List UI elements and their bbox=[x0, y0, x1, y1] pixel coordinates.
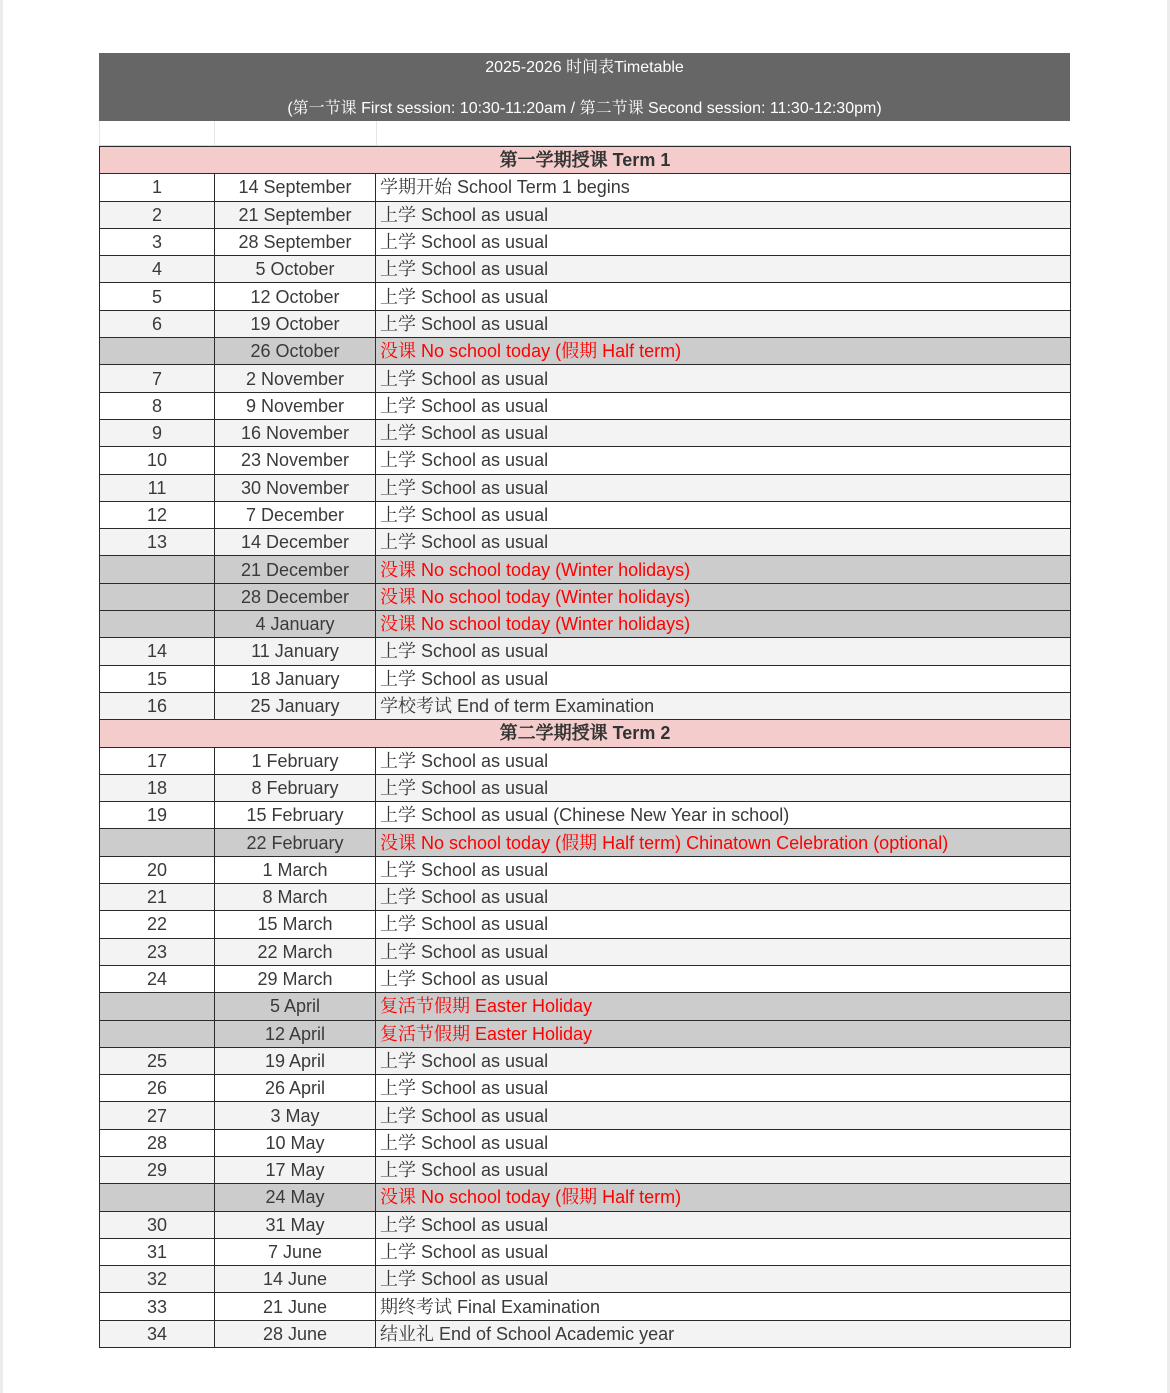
event-cell: 上学 School as usual bbox=[376, 310, 1071, 337]
week-number-cell: 4 bbox=[100, 256, 215, 283]
table-row bbox=[100, 256, 1071, 283]
table-row bbox=[100, 447, 1071, 474]
date-cell: 9 November bbox=[215, 392, 376, 419]
term-header-label: 第二学期授课 Term 2 bbox=[100, 720, 1071, 747]
week-number-cell: 1 bbox=[100, 174, 215, 201]
date-cell: 21 September bbox=[215, 201, 376, 228]
date-cell: 28 December bbox=[215, 583, 376, 610]
date-cell: 1 February bbox=[215, 747, 376, 774]
table-row bbox=[100, 802, 1071, 829]
event-cell: 上学 School as usual bbox=[376, 1266, 1071, 1293]
event-cell: 学校考试 End of term Examination bbox=[376, 692, 1071, 719]
event-cell: 复活节假期 Easter Holiday bbox=[376, 1020, 1071, 1047]
event-cell: 上学 School as usual bbox=[376, 1075, 1071, 1102]
week-number-cell: 8 bbox=[100, 392, 215, 419]
event-cell: 上学 School as usual bbox=[376, 228, 1071, 255]
table-row bbox=[100, 228, 1071, 255]
date-cell: 10 May bbox=[215, 1129, 376, 1156]
event-cell: 上学 School as usual bbox=[376, 283, 1071, 310]
table-row bbox=[100, 501, 1071, 528]
event-cell: 上学 School as usual bbox=[376, 392, 1071, 419]
week-number-cell: 3 bbox=[100, 228, 215, 255]
date-cell: 14 September bbox=[215, 174, 376, 201]
date-cell: 28 June bbox=[215, 1320, 376, 1347]
week-number-cell: 6 bbox=[100, 310, 215, 337]
holiday-row bbox=[100, 1184, 1071, 1211]
event-cell: 没课 No school today (Winter holidays) bbox=[376, 611, 1071, 638]
event-cell: 没课 No school today (Winter holidays) bbox=[376, 556, 1071, 583]
event-cell: 上学 School as usual bbox=[376, 884, 1071, 911]
table-row bbox=[100, 747, 1071, 774]
event-cell: 上学 School as usual bbox=[376, 1102, 1071, 1129]
table-row bbox=[100, 1156, 1071, 1183]
event-cell: 上学 School as usual bbox=[376, 911, 1071, 938]
event-cell: 结业礼 End of School Academic year bbox=[376, 1320, 1071, 1347]
event-cell: 没课 No school today (假期 Half term) Chinatown Celebration (optional) bbox=[376, 829, 1071, 856]
event-cell: 上学 School as usual bbox=[376, 638, 1071, 665]
date-cell: 5 October bbox=[215, 256, 376, 283]
week-number-cell: 24 bbox=[100, 965, 215, 992]
table-row bbox=[100, 911, 1071, 938]
event-cell: 上学 School as usual bbox=[376, 365, 1071, 392]
timetable-header bbox=[99, 53, 1070, 121]
week-number-cell: 20 bbox=[100, 856, 215, 883]
date-cell: 12 October bbox=[215, 283, 376, 310]
week-number-cell bbox=[100, 1020, 215, 1047]
week-number-cell: 34 bbox=[100, 1320, 215, 1347]
date-cell: 28 September bbox=[215, 228, 376, 255]
table-row bbox=[100, 174, 1071, 201]
table-row bbox=[100, 310, 1071, 337]
timetable-subtitle: (第一节课 First session: 10:30-11:20am / 第二节课 Second session: 11:30-12:30pm) bbox=[287, 100, 882, 117]
date-cell: 14 December bbox=[215, 529, 376, 556]
event-cell: 上学 School as usual bbox=[376, 938, 1071, 965]
empty-cell bbox=[99, 121, 215, 145]
date-cell: 25 January bbox=[215, 692, 376, 719]
date-cell: 4 January bbox=[215, 611, 376, 638]
date-cell: 7 December bbox=[215, 501, 376, 528]
date-cell: 12 April bbox=[215, 1020, 376, 1047]
table-row bbox=[100, 283, 1071, 310]
holiday-row bbox=[100, 1020, 1071, 1047]
event-cell: 上学 School as usual (Chinese New Year in school) bbox=[376, 802, 1071, 829]
table-row bbox=[100, 692, 1071, 719]
table-row bbox=[100, 365, 1071, 392]
table-row bbox=[100, 665, 1071, 692]
week-number-cell: 26 bbox=[100, 1075, 215, 1102]
week-number-cell: 19 bbox=[100, 802, 215, 829]
empty-cell bbox=[377, 121, 1070, 145]
date-cell: 16 November bbox=[215, 419, 376, 446]
event-cell: 上学 School as usual bbox=[376, 856, 1071, 883]
week-number-cell: 23 bbox=[100, 938, 215, 965]
week-number-cell: 33 bbox=[100, 1293, 215, 1320]
table-row bbox=[100, 774, 1071, 801]
date-cell: 26 April bbox=[215, 1075, 376, 1102]
table-row bbox=[100, 1238, 1071, 1265]
week-number-cell bbox=[100, 611, 215, 638]
week-number-cell: 16 bbox=[100, 692, 215, 719]
date-cell: 29 March bbox=[215, 965, 376, 992]
date-cell: 30 November bbox=[215, 474, 376, 501]
event-cell: 上学 School as usual bbox=[376, 665, 1071, 692]
event-cell: 上学 School as usual bbox=[376, 419, 1071, 446]
table-row bbox=[100, 474, 1071, 501]
date-cell: 8 February bbox=[215, 774, 376, 801]
week-number-cell: 12 bbox=[100, 501, 215, 528]
event-cell: 上学 School as usual bbox=[376, 474, 1071, 501]
week-number-cell bbox=[100, 583, 215, 610]
table-row bbox=[100, 1293, 1071, 1320]
empty-cell bbox=[215, 121, 377, 145]
holiday-row bbox=[100, 611, 1071, 638]
week-number-cell: 7 bbox=[100, 365, 215, 392]
date-cell: 18 January bbox=[215, 665, 376, 692]
date-cell: 11 January bbox=[215, 638, 376, 665]
table-row bbox=[100, 638, 1071, 665]
table-row bbox=[100, 529, 1071, 556]
date-cell: 1 March bbox=[215, 856, 376, 883]
week-number-cell: 30 bbox=[100, 1211, 215, 1238]
date-cell: 17 May bbox=[215, 1156, 376, 1183]
table-row bbox=[100, 419, 1071, 446]
week-number-cell bbox=[100, 993, 215, 1020]
term-header-row bbox=[100, 720, 1071, 747]
week-number-cell: 18 bbox=[100, 774, 215, 801]
table-row bbox=[100, 1075, 1071, 1102]
page-edge-left bbox=[0, 0, 3, 1393]
date-cell: 31 May bbox=[215, 1211, 376, 1238]
event-cell: 上学 School as usual bbox=[376, 1211, 1071, 1238]
date-cell: 23 November bbox=[215, 447, 376, 474]
date-cell: 19 October bbox=[215, 310, 376, 337]
timetable-table bbox=[99, 146, 1071, 1348]
date-cell: 8 March bbox=[215, 884, 376, 911]
event-cell: 复活节假期 Easter Holiday bbox=[376, 993, 1071, 1020]
table-row bbox=[100, 1211, 1071, 1238]
table-row bbox=[100, 1102, 1071, 1129]
week-number-cell bbox=[100, 1184, 215, 1211]
table-row bbox=[100, 938, 1071, 965]
timetable-sheet bbox=[99, 53, 1070, 1348]
event-cell: 上学 School as usual bbox=[376, 1129, 1071, 1156]
table-row bbox=[100, 1129, 1071, 1156]
date-cell: 21 December bbox=[215, 556, 376, 583]
table-row bbox=[100, 1266, 1071, 1293]
holiday-row bbox=[100, 993, 1071, 1020]
date-cell: 24 May bbox=[215, 1184, 376, 1211]
week-number-cell: 14 bbox=[100, 638, 215, 665]
event-cell: 没课 No school today (假期 Half term) bbox=[376, 338, 1071, 365]
date-cell: 21 June bbox=[215, 1293, 376, 1320]
date-cell: 3 May bbox=[215, 1102, 376, 1129]
week-number-cell: 21 bbox=[100, 884, 215, 911]
holiday-row bbox=[100, 556, 1071, 583]
event-cell: 上学 School as usual bbox=[376, 1156, 1071, 1183]
week-number-cell: 29 bbox=[100, 1156, 215, 1183]
week-number-cell: 27 bbox=[100, 1102, 215, 1129]
table-row bbox=[100, 1320, 1071, 1347]
week-number-cell: 5 bbox=[100, 283, 215, 310]
event-cell: 学期开始 School Term 1 begins bbox=[376, 174, 1071, 201]
week-number-cell bbox=[100, 829, 215, 856]
holiday-row bbox=[100, 583, 1071, 610]
date-cell: 2 November bbox=[215, 365, 376, 392]
table-row bbox=[100, 201, 1071, 228]
timetable-body bbox=[100, 147, 1071, 1348]
event-cell: 没课 No school today (假期 Half term) bbox=[376, 1184, 1071, 1211]
date-cell: 22 February bbox=[215, 829, 376, 856]
date-cell: 7 June bbox=[215, 1238, 376, 1265]
table-row bbox=[100, 965, 1071, 992]
table-row bbox=[100, 884, 1071, 911]
event-cell: 期终考试 Final Examination bbox=[376, 1293, 1071, 1320]
event-cell: 上学 School as usual bbox=[376, 747, 1071, 774]
term-header-row bbox=[100, 147, 1071, 174]
event-cell: 上学 School as usual bbox=[376, 1238, 1071, 1265]
week-number-cell: 11 bbox=[100, 474, 215, 501]
week-number-cell bbox=[100, 338, 215, 365]
week-number-cell: 10 bbox=[100, 447, 215, 474]
week-number-cell: 2 bbox=[100, 201, 215, 228]
empty-spacer-row bbox=[99, 121, 1070, 146]
event-cell: 上学 School as usual bbox=[376, 1047, 1071, 1074]
date-cell: 15 February bbox=[215, 802, 376, 829]
event-cell: 上学 School as usual bbox=[376, 447, 1071, 474]
date-cell: 26 October bbox=[215, 338, 376, 365]
week-number-cell: 22 bbox=[100, 911, 215, 938]
table-row bbox=[100, 392, 1071, 419]
event-cell: 上学 School as usual bbox=[376, 774, 1071, 801]
week-number-cell: 9 bbox=[100, 419, 215, 446]
week-number-cell: 32 bbox=[100, 1266, 215, 1293]
date-cell: 15 March bbox=[215, 911, 376, 938]
date-cell: 14 June bbox=[215, 1266, 376, 1293]
event-cell: 上学 School as usual bbox=[376, 529, 1071, 556]
week-number-cell: 17 bbox=[100, 747, 215, 774]
holiday-row bbox=[100, 338, 1071, 365]
event-cell: 上学 School as usual bbox=[376, 256, 1071, 283]
term-header-label: 第一学期授课 Term 1 bbox=[100, 147, 1071, 174]
table-row bbox=[100, 856, 1071, 883]
week-number-cell: 13 bbox=[100, 529, 215, 556]
timetable-title: 2025-2026 时间表Timetable bbox=[485, 59, 684, 76]
week-number-cell: 31 bbox=[100, 1238, 215, 1265]
week-number-cell bbox=[100, 556, 215, 583]
holiday-row bbox=[100, 829, 1071, 856]
date-cell: 19 April bbox=[215, 1047, 376, 1074]
date-cell: 22 March bbox=[215, 938, 376, 965]
table-row bbox=[100, 1047, 1071, 1074]
date-cell: 5 April bbox=[215, 993, 376, 1020]
week-number-cell: 28 bbox=[100, 1129, 215, 1156]
event-cell: 没课 No school today (Winter holidays) bbox=[376, 583, 1071, 610]
event-cell: 上学 School as usual bbox=[376, 965, 1071, 992]
week-number-cell: 25 bbox=[100, 1047, 215, 1074]
event-cell: 上学 School as usual bbox=[376, 501, 1071, 528]
week-number-cell: 15 bbox=[100, 665, 215, 692]
event-cell: 上学 School as usual bbox=[376, 201, 1071, 228]
